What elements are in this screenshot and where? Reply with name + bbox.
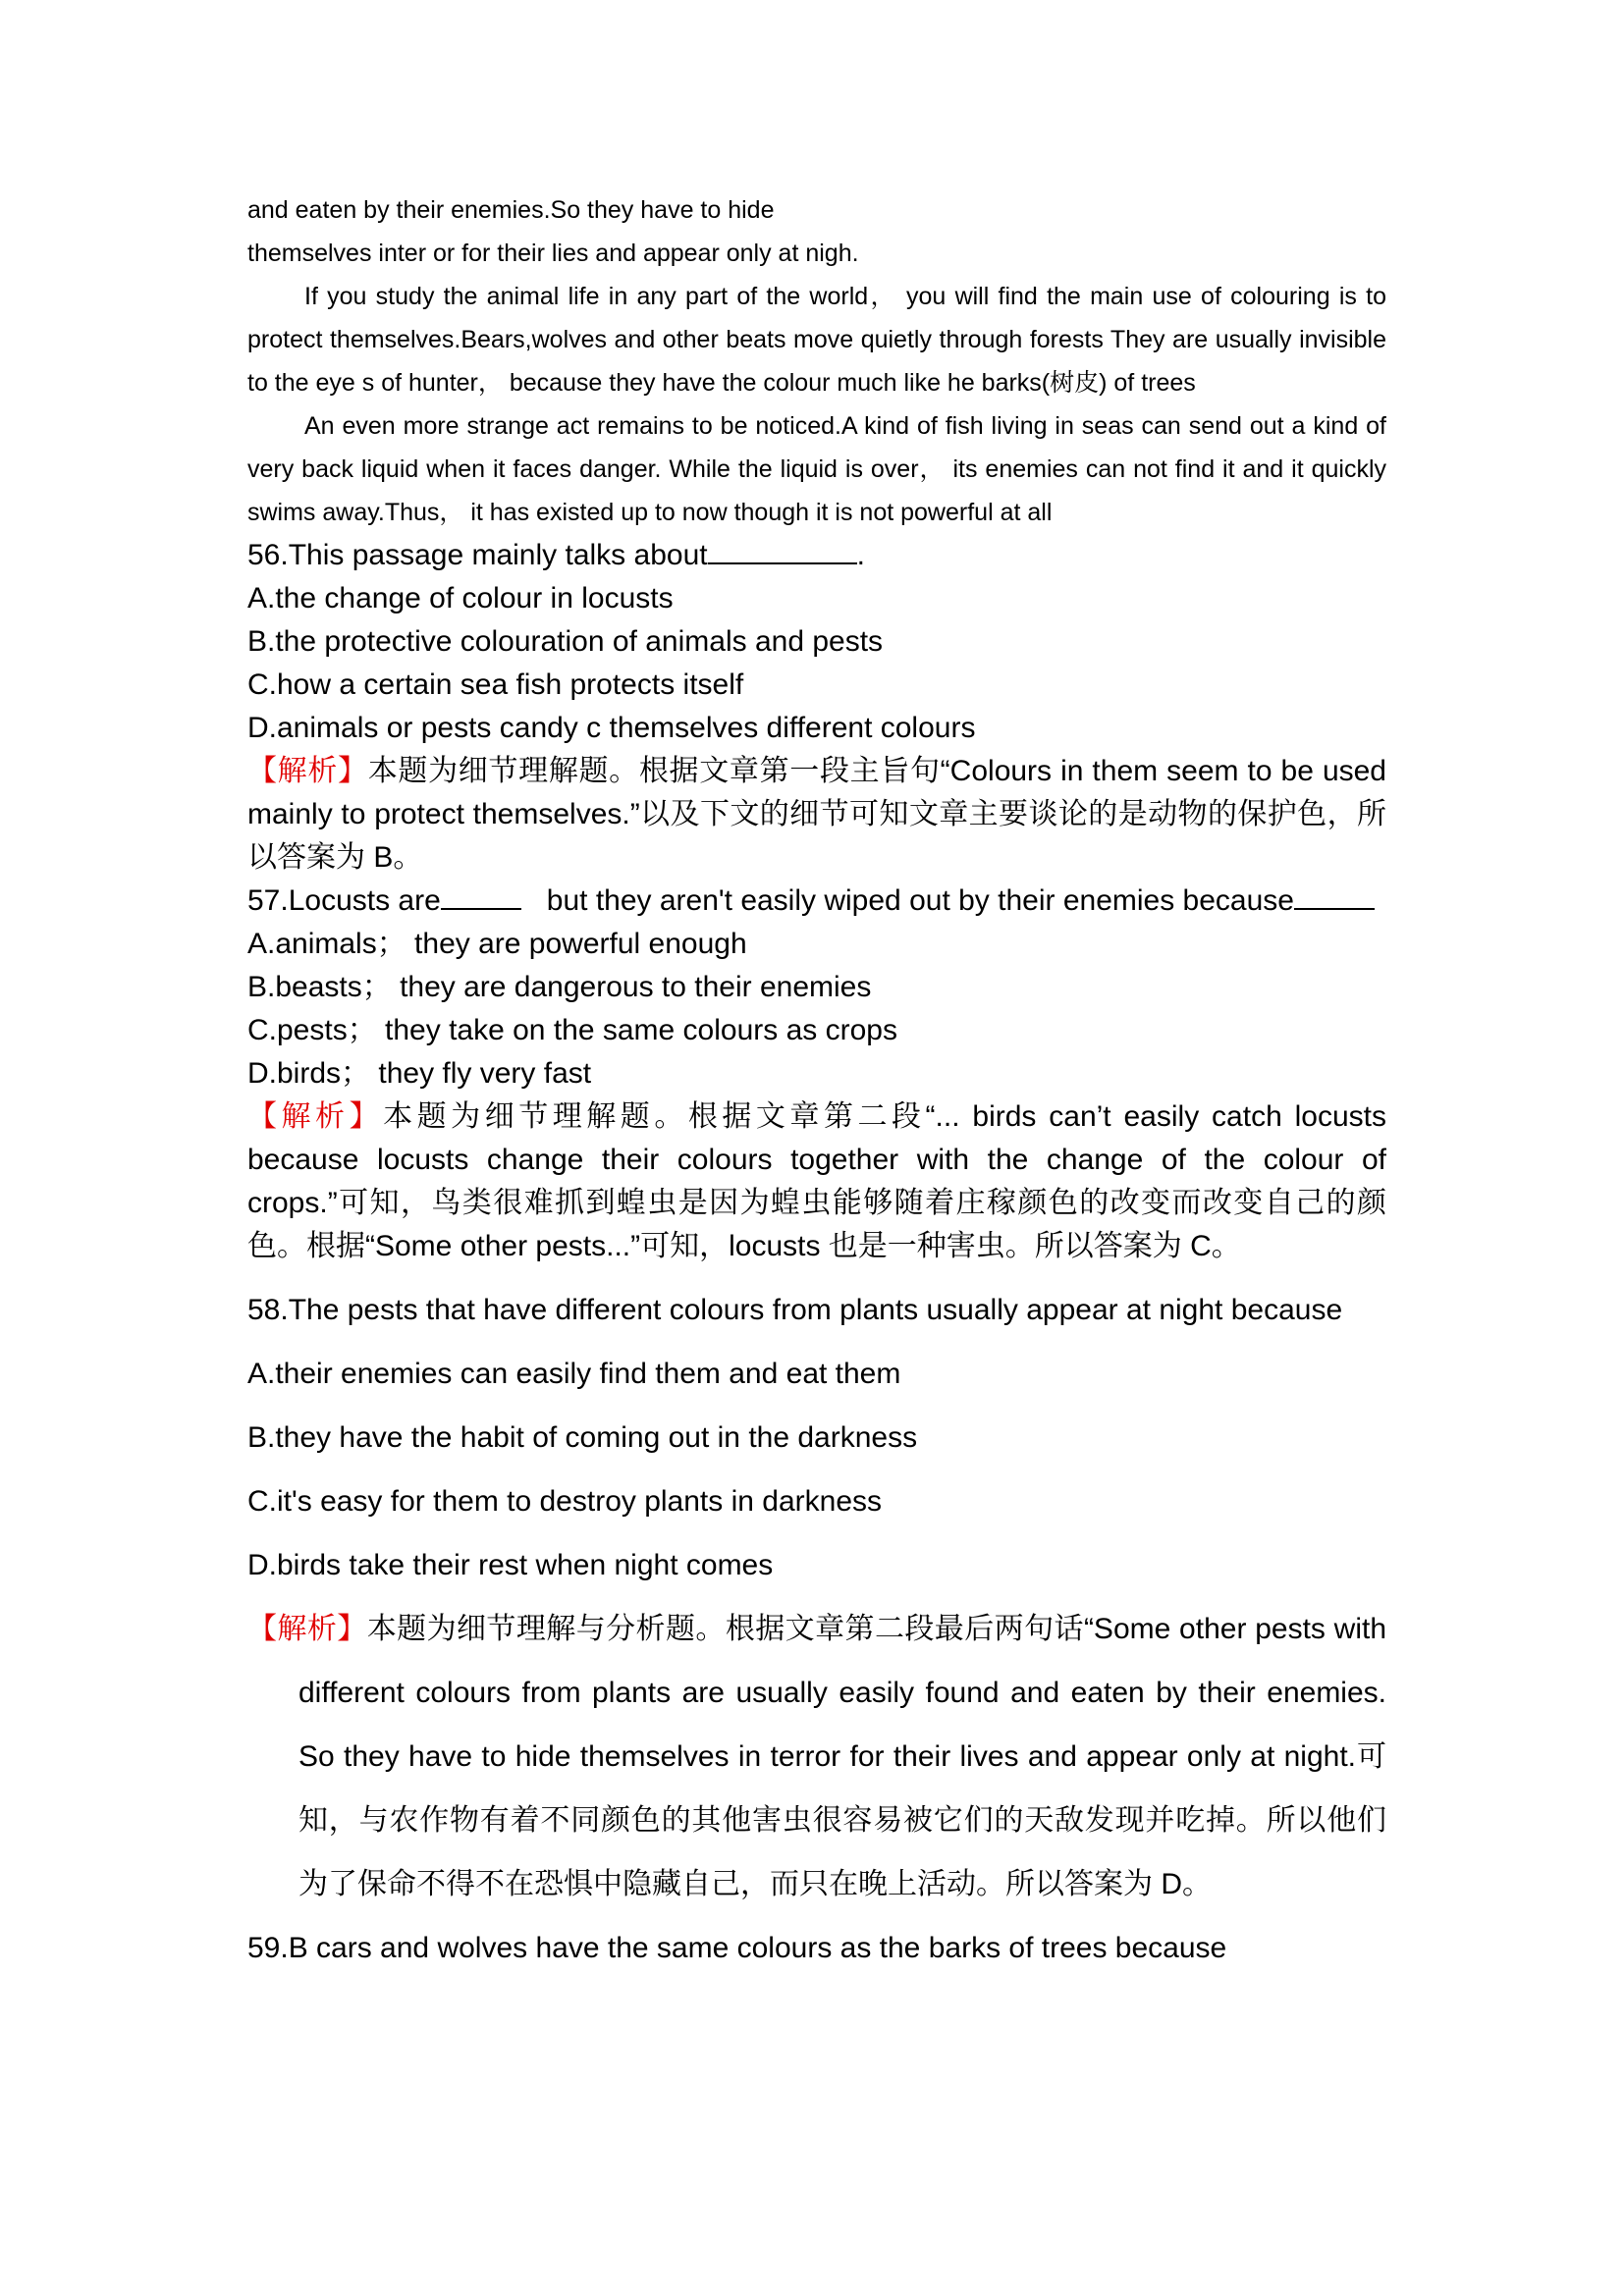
option-a: A.the change of colour in locusts [247,582,674,614]
passage-line: and eaten by their enemies.So they have to hide [247,196,775,224]
document-page [247,188,1386,1980]
question-stem-text: 57.Locusts are [247,884,441,917]
option-c: C.how a certain sea fish protects itself [247,668,744,701]
option-d: D.birds take their rest when night comes [247,1549,774,1581]
analysis-57 [247,1095,1386,1268]
answer-blank [441,882,521,910]
question-stem-text: but they aren't easily wiped out by their enemies because [546,884,1294,917]
passage-paragraph: An even more strange act remains to be noticed.A kind of fish living in seas can send out a kind of very back liquid when it faces danger. While the liquid is over， its enemies can not find it and it quickly swims away.Thus， it has existed up to now though it is not powerful at all [247,412,1386,526]
analysis-tag: 【解析】 [247,1613,367,1645]
option-b: B.beasts； they are dangerous to their enemies [247,971,872,1003]
question-59-stem: 59.B cars and wolves have the same colours as the barks of trees because [247,1932,1227,1964]
question-stem-text: . [856,539,865,571]
option-c: C.it's easy for them to destroy plants in darkness [247,1485,883,1518]
question-stem-text: 56.This passage mainly talks about [247,539,708,571]
question-56-stem [247,534,1386,577]
analysis-text: 本题为细节理解题。根据文章第一段主旨句“Colours in them seem to be used mainly to protect themselves.”以及下文的细节可知文章主要谈论的是动物的保护色，所以答案为 B。 [247,755,1386,874]
analysis-58 [247,1597,1386,1916]
question-57-stem [247,880,1386,923]
option-b: B.the protective colouration of animals and pests [247,625,884,658]
analysis-tag: 【解析】 [247,1100,384,1133]
passage-line: themselves inter or for their lies and appear only at nigh. [247,240,859,267]
question-58-stem: 58.The pests that have different colours from plants usually appear at night because [247,1294,1343,1326]
analysis-text: 本题为细节理解题。根据文章第二段“... birds can’t easily catch locusts because locusts change their colours together with the change of the colour of crops.”可知，鸟类很难抓到蝗虫是因为蝗虫能够随着庄稼颜色的改变而改变自己的颜色。根据“Some other pests...”可知，locusts 也是一种害虫。所以答案为 C。 [247,1100,1386,1262]
option-c: C.pests； they take on the same colours as crops [247,1014,897,1046]
analysis-text: 本题为细节理解与分析题。根据文章第二段最后两句话“Some other pests with different colours from plants are usually easily found and eaten by their enemies. So they have to hide themselves in terror for their lives and appear only at night.可知，与农作物有着不同颜色的其他害虫很容易被它们的天敌发现并吃掉。所以他们为了保命不得不在恐惧中隐藏自己，而只在晚上活动。所以答案为 D。 [298,1613,1387,1900]
answer-blank [1294,882,1375,910]
analysis-56 [247,750,1386,880]
answer-blank [708,537,857,564]
passage-paragraph: If you study the animal life in any part of the world， you will find the main use of colouring is to protect themselves.Bears,wolves and other beats move quietly through forests They are usually invisible to the eye s of hunter， because they have the colour much like he barks(树皮) of trees [247,283,1386,397]
option-a: A.animals； they are powerful enough [247,928,747,960]
option-b: B.they have the habit of coming out in the darkness [247,1421,918,1454]
analysis-tag: 【解析】 [247,755,368,787]
option-d: D.birds； they fly very fast [247,1057,592,1090]
option-a: A.their enemies can easily find them and eat them [247,1358,901,1390]
option-d: D.animals or pests candy c themselves different colours [247,712,976,744]
